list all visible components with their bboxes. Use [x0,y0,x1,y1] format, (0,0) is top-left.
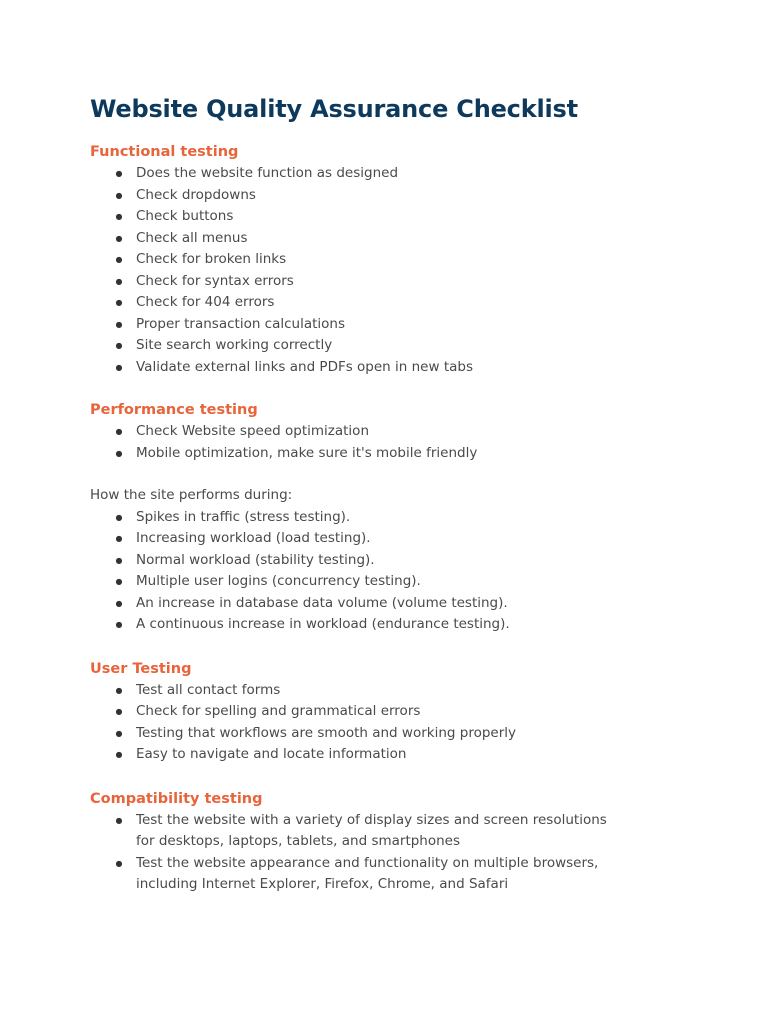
list-item [90,571,690,593]
bullet-icon: ● [115,815,123,825]
bullet-icon: ● [115,858,123,868]
bullet-icon: ● [115,707,123,716]
list-item [90,228,690,250]
list-item [90,314,690,336]
bullet-icon: ● [115,534,123,543]
bullet-icon: ● [115,190,123,200]
compatibility-testing-list [90,810,610,896]
list-item-text: Normal workload (stability testing). [136,551,375,568]
list-item [90,249,690,271]
list-item [90,723,690,745]
bullet-icon: ● [115,728,123,738]
section-user-testing [90,658,690,766]
list-item [90,701,690,723]
list-item-text: Validate external links and PDFs open in new tabs [136,358,473,375]
bullet-icon: ● [115,341,123,350]
list-item [90,185,690,207]
list-item-text: Check buttons [136,208,234,224]
list-item [90,206,690,228]
list-item [90,853,610,896]
bullet-icon: ● [115,577,123,586]
list-item-text: Check Website speed optimization [136,423,369,439]
list-item-text: Testing that workflows are smooth and working properly [136,724,516,741]
list-item [90,357,690,379]
bullet-icon: ● [115,233,123,243]
bullet-icon: ● [115,448,123,458]
bullet-icon: ● [115,427,123,436]
user-testing-list [90,680,690,766]
list-item-text: A continuous increase in workload (endurance testing). [136,616,510,632]
list-item [90,421,690,443]
bullet-icon: ● [115,750,123,759]
bullet-icon: ● [115,598,123,608]
list-item-text: Multiple user logins (concurrency testing). [136,573,421,589]
list-item-text: Mobile optimization, make sure it's mobile friendly [136,444,478,461]
document-title: Website Quality Assurance Checklist [90,95,578,123]
list-item-text: Easy to navigate and locate information [136,746,407,762]
list-item-text: Check for syntax errors [136,272,294,289]
section-functional-testing [90,141,690,378]
list-item [90,744,690,766]
list-item [90,335,690,357]
bullet-icon: ● [115,512,123,522]
bullet-icon: ● [115,255,123,264]
performance-during-list [90,507,690,636]
list-item [90,680,690,702]
bullet-icon: ● [115,620,123,629]
bullet-icon: ● [115,362,123,372]
list-item-text: Does the website function as designed [136,165,399,181]
bullet-icon: ● [115,298,123,307]
list-item-text: Increasing workload (load testing). [136,530,371,546]
list-item-text: Test all contact forms [136,681,281,698]
list-item-text: Site search working correctly [136,337,333,353]
list-item-text: Check dropdowns [136,186,256,203]
document-page [90,92,690,896]
section-performance-testing [90,399,690,636]
list-item-text: Proper transaction calculations [136,315,346,332]
list-item [90,292,690,314]
list-item [90,528,690,550]
list-item-text: Check all menus [136,229,248,246]
bullet-icon: ● [115,555,123,565]
bullet-icon: ● [115,319,123,329]
list-item-text: Spikes in traffic (stress testing). [136,508,351,525]
list-item-text: Check for spelling and grammatical errors [136,703,421,719]
section-heading-functional: Functional testing [90,144,239,160]
list-item-text: Test the website appearance and functionality on multiple browsers, including Internet Explorer, Firefox, Chrome, and Safari [136,854,599,892]
performance-testing-list [90,421,690,464]
bullet-icon: ● [115,276,123,286]
bullet-icon: ● [115,685,123,695]
section-heading-performance: Performance testing [90,402,258,418]
section-compatibility-testing [90,788,690,896]
section-heading-compatibility: Compatibility testing [90,790,263,807]
list-item [90,271,690,293]
section-heading-user: User Testing [90,660,192,677]
performance-intro-text: How the site performs during: [90,487,293,503]
list-item [90,550,690,572]
list-item [90,593,690,615]
list-item-text: An increase in database data volume (volume testing). [136,594,508,611]
list-item [90,163,690,185]
list-item [90,614,690,636]
list-item [90,507,690,529]
list-item-text: Check for broken links [136,251,287,267]
functional-testing-list [90,163,690,378]
list-item [90,810,610,853]
list-item-text: Test the website with a variety of display sizes and screen resolutions for desktops, laptops, tablets, and smartphones [136,811,607,849]
list-item-text: Check for 404 errors [136,294,275,310]
bullet-icon: ● [115,212,123,221]
bullet-icon: ● [115,169,123,178]
list-item [90,443,690,465]
